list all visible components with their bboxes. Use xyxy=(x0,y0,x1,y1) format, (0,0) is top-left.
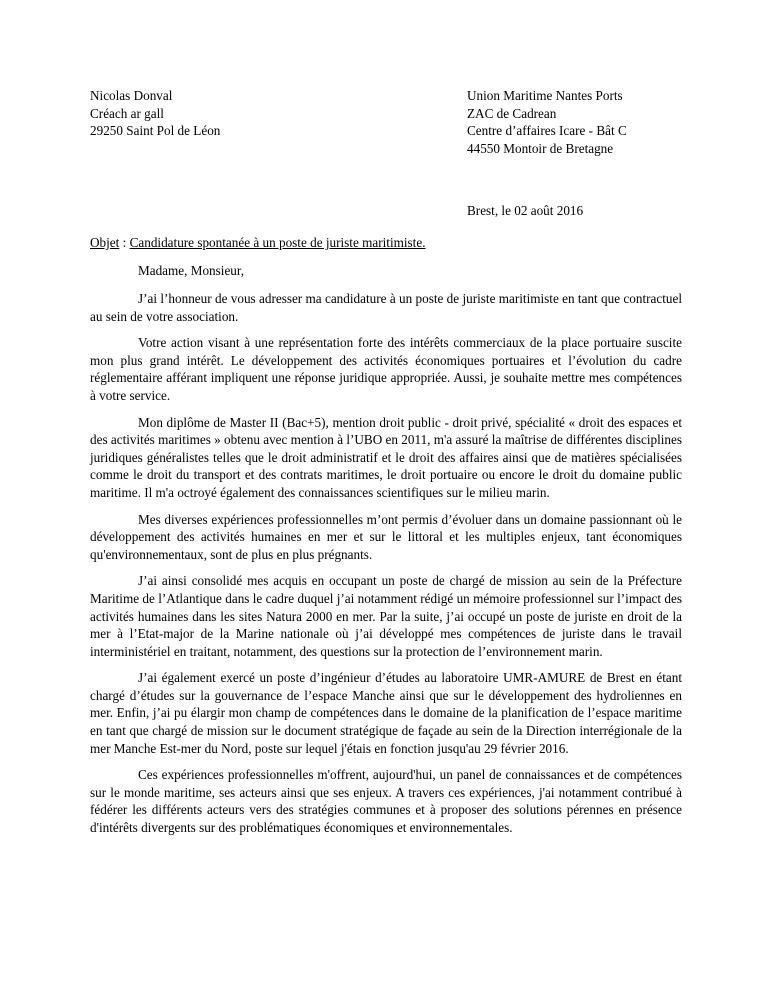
body-paragraph: Votre action visant à une représentation forte des intérêts commerciaux de la place portuaire suscite mon plus grand intérêt. Le développement des activités économiques portuaires et l’évolution du cadre réglementaire afférant impliquent une réponse juridique appropriée. Aussi, je souhaite mettre mes compétences à votre service. xyxy=(90,335,682,403)
sender-address-line: 29250 Saint Pol de Léon xyxy=(90,123,221,139)
subject-line xyxy=(90,234,426,252)
recipient-address-line: ZAC de Cadrean xyxy=(467,105,557,121)
body-paragraph: Ces expériences professionnelles m'offrent, aujourd'hui, un panel de connaissances et de compétences sur le monde maritime, ses acteurs ainsi que ses enjeux. A travers ces expériences, j'ai notamment contribué à fédérer les différents acteurs vers des stratégies communes et à proposer des solutions pérennes en présence d'intérêts divergents sur des problématiques économiques et environnementales. xyxy=(90,767,682,836)
salutation: Madame, Monsieur, xyxy=(138,263,245,278)
subject-text: Candidature spontanée à un poste de juriste maritimiste. xyxy=(129,235,426,250)
body-paragraph: Mes diverses expériences professionnelles m’ont permis d’évoluer dans un domaine passionnant où le développement des activités humaines en mer et sur le littoral et les multiples enjeux, tant économiques qu'environnementaux, sont de plus en plus prégnants. xyxy=(90,511,682,562)
recipient-name: Union Maritime Nantes Ports xyxy=(467,88,623,103)
letter-body xyxy=(90,290,682,846)
subject-separator: : xyxy=(119,235,130,250)
body-paragraph: J’ai également exercé un poste d’ingénieur d’études au laboratoire UMR-AMURE de Brest en étant chargé d’études sur la gouvernance de l’espace Manche ainsi que sur le développement des hydroliennes en mer. Enfin, j’ai pu élargir mon champ de compétences dans le domaine de la planification de l’espace maritime en tant que chargé de mission sur le document stratégique de façade au sein de la Direction interrégionale de la mer Manche Est-mer du Nord, poste sur lequel j'étais en fonction jusqu'au 29 février 2016. xyxy=(90,670,682,756)
body-paragraph: J’ai ainsi consolidé mes acquis en occupant un poste de chargé de mission au sein de la Préfecture Maritime de l’Atlantique dans le cadre duquel j’ai notamment rédigé un mémoire professionnel sur l’impact des activités humaines dans les sites Natura 2000 en mer. Par la suite, j’ai occupé un poste de juriste en droit de la mer à l’Etat-major de la Marine nationale où j’ai développé mes compétences de juriste dans le travail interministériel en traitant, notamment, des questions sur la protection de l’environnement marin. xyxy=(90,573,682,659)
sender-address-line: Créach ar gall xyxy=(90,105,164,121)
recipient-address-block xyxy=(467,87,627,157)
body-paragraph: Mon diplôme de Master II (Bac+5), mention droit public - droit privé, spécialité « droit des espaces et des activités maritimes » obtenu avec mention à l’UBO en 2011, m'a assuré la maîtrise de différentes disciplines juridiques généralistes telles que le droit administratif et le droit des affaires ainsi que de matières spécialisées comme le droit du transport et des contrats maritimes, le droit portuaire ou encore le droit du domaine public maritime. Il m'a octroyé également des connaissances scientifiques sur le milieu marin. xyxy=(90,414,682,500)
recipient-address-line: 44550 Montoir de Bretagne xyxy=(467,140,614,156)
letter-date: Brest, le 02 août 2016 xyxy=(467,203,584,218)
body-paragraph: J’ai l’honneur de vous adresser ma candidature à un poste de juriste maritimiste en tant que contractuel au sein de votre association. xyxy=(90,291,682,324)
subject-label: Objet xyxy=(90,235,120,250)
sender-address-block xyxy=(90,87,220,140)
recipient-address-line: Centre d’affaires Icare - Bât C xyxy=(467,123,627,139)
sender-name: Nicolas Donval xyxy=(90,88,173,103)
